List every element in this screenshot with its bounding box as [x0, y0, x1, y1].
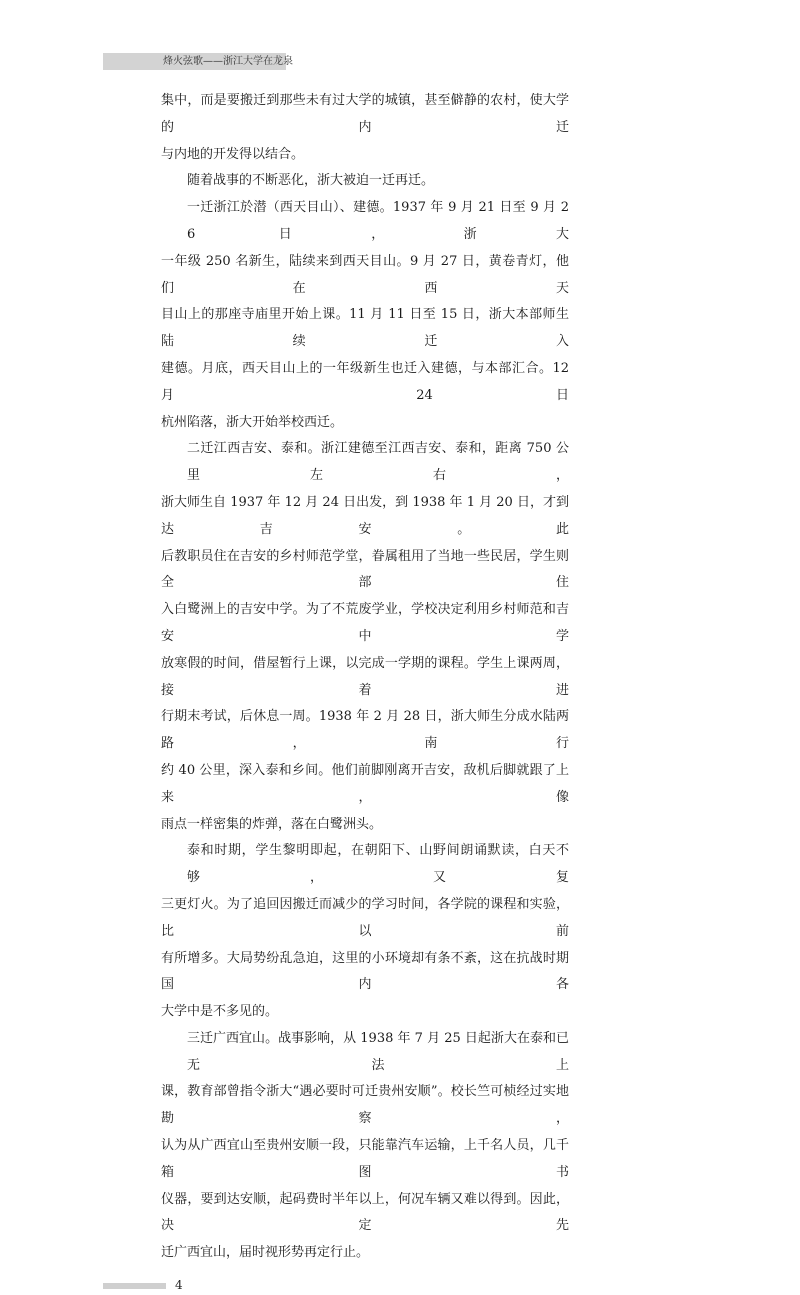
paragraph [161, 168, 569, 195]
text-line: 三迁广西宜山。战事影响，从 1938 年 7 月 25 日起浙大在泰和已无法上 [187, 1030, 569, 1073]
text-line: 目山上的那座寺庙里开始上课。11 月 11 日至 15 日，浙大本部师生陆续迁入 [161, 307, 569, 350]
text-line: 约 40 公里，深入泰和乡间。他们前脚刚离开吉安，敌机后脚就跟了上来，像 [161, 762, 569, 805]
page-number: 4 [175, 1278, 183, 1293]
text-line: 与内地的开发得以结合。 [161, 146, 305, 162]
text-line: 浙大师生自 1937 年 12 月 24 日出发，到 1938 年 1 月 20 日，才到达吉安。此 [161, 494, 569, 537]
text-line: 随着战事的不断恶化，浙大被迫一迁再迁。 [187, 173, 435, 189]
paragraph [161, 88, 569, 168]
text-line: 建德。月底，西天目山上的一年级新生也迁入建德，与本部汇合。12 月 24 日 [161, 360, 569, 403]
text-line: 三更灯火。为了追回因搬迁而减少的学习时间，各学院的课程和实验，比以前 [161, 896, 569, 939]
text-line: 二迁江西吉安、泰和。浙江建德至江西吉安、泰和，距离 750 公里左右， [187, 441, 569, 484]
text-line: 认为从广西宜山至贵州安顺一段，只能靠汽车运输，上千名人员，几千箱图书 [161, 1138, 569, 1180]
text-line: 后教职员住在吉安的乡村师范学堂，眷属租用了当地一些民居，学生则全部住 [161, 548, 569, 591]
text-line: 迁广西宜山，届时视形势再定行止。 [161, 1245, 370, 1261]
text-line: 行期末考试，后休息一周。1938 年 2 月 28 日，浙大师生分成水陆两路，南行 [161, 709, 569, 752]
footer [103, 1277, 663, 1295]
text-line: 一迁浙江於潜（西天目山）、建德。1937 年 9 月 21 日至 9 月 26 日，浙大 [187, 200, 569, 242]
running-title: 烽火弦歌——浙江大学在龙泉 [163, 56, 293, 67]
text-line: 放寒假的时间，借屋暂行上课，以完成一学期的课程。学生上课两周，接着进 [161, 655, 569, 698]
text-line: 课，教育部曾指令浙大“遇必要时可迁贵州安顺”。校长竺可桢经过实地勘察， [161, 1084, 569, 1127]
paragraph [161, 195, 569, 436]
text-line: 集中，而是要搬迁到那些未有过大学的城镇，甚至僻静的农村，使大学的内迁 [161, 93, 569, 135]
text-line: 泰和时期，学生黎明即起，在朝阳下、山野间朗诵默读，白天不够，又复 [187, 843, 569, 886]
text-line: 大学中是不多见的。 [161, 1004, 279, 1020]
body-text [161, 88, 569, 1267]
page-column [103, 88, 663, 1295]
text-line: 入白鹭洲上的吉安中学。为了不荒废学业，学校决定利用乡村师范和吉安中学 [161, 602, 569, 644]
running-header [103, 53, 293, 70]
text-line: 杭州陷落，浙大开始举校西迁。 [161, 414, 344, 430]
footer-bar [103, 1283, 166, 1289]
paragraph [161, 838, 569, 1026]
text-line: 仪器，要到达安顺，起码费时半年以上，何况车辆又难以得到。因此，决定先 [161, 1191, 569, 1234]
text-line: 一年级 250 名新生，陆续来到西天目山。9 月 27 日，黄卷青灯，他们在西天 [161, 253, 569, 296]
paragraph [161, 1026, 569, 1267]
paragraph [161, 436, 569, 838]
text-line: 雨点一样密集的炸弹，落在白鹭洲头。 [161, 816, 383, 832]
text-line: 有所增多。大局势纷乱急迫，这里的小环境却有条不紊，这在抗战时期国内各 [161, 950, 569, 993]
